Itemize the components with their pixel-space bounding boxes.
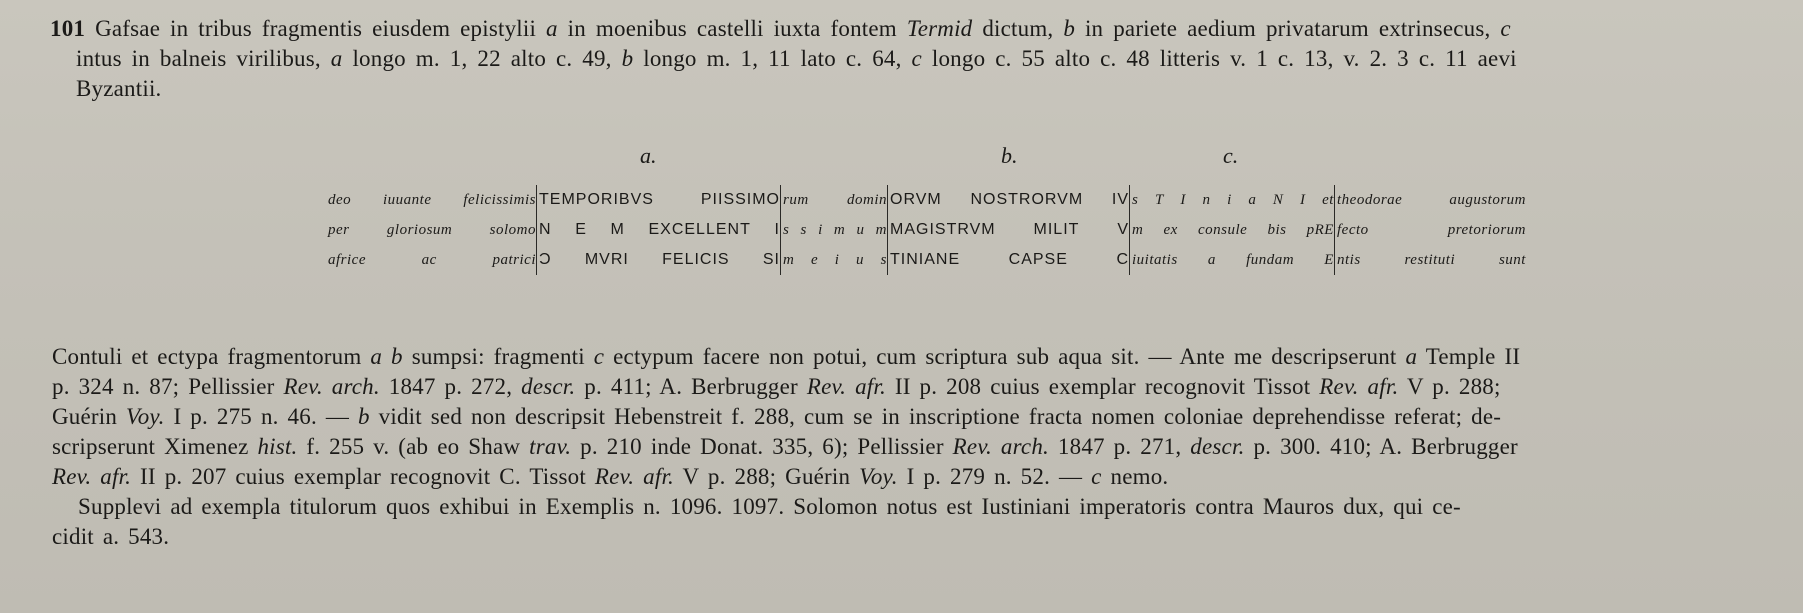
text-run: Gafsae in tribus fragmentis eiusdem epistylii bbox=[95, 16, 547, 41]
italic-run: b bbox=[1063, 16, 1076, 41]
text-run: Supplevi ad exempla titulorum quos exhibui in Exemplis n. 1096. 1097. Solomon notus est Iustiniani imperatoris contra Mauros dux, qui ce- bbox=[78, 494, 1461, 519]
inscription-block bbox=[328, 185, 1528, 275]
italic-run: b bbox=[358, 404, 370, 429]
fragment-b-segment: ORVM NOSTRORVM IV bbox=[887, 185, 1129, 215]
text-run: f. 255 v. (ab eo Shaw bbox=[297, 434, 530, 459]
italic-run: c bbox=[593, 344, 605, 369]
commentary-line-1 bbox=[52, 342, 1770, 372]
text-run: intus in balneis virilibus, bbox=[76, 46, 331, 71]
text-run: p. 324 n. 87; Pellissier bbox=[52, 374, 284, 399]
text-run: Temple II bbox=[1417, 344, 1521, 369]
italic-run: a b bbox=[370, 344, 403, 369]
italic-run: c bbox=[1500, 16, 1511, 41]
fragment-c-segment: m ex consule bis pRE bbox=[1129, 215, 1334, 245]
italic-run: hist. bbox=[257, 434, 298, 459]
italic-run: Rev. arch. bbox=[283, 374, 380, 399]
commentary-line-7 bbox=[52, 522, 1770, 552]
italic-run: a bbox=[546, 16, 558, 41]
text-run: cidit a. 543. bbox=[52, 524, 170, 549]
fragment-label-b: b. bbox=[1001, 143, 1018, 168]
italic-run: a bbox=[330, 46, 343, 71]
text-run: V p. 288; Guérin bbox=[674, 464, 860, 489]
text-run: 1847 p. 272, bbox=[379, 374, 522, 399]
commentary-line-2 bbox=[52, 372, 1770, 402]
text-run: nemo. bbox=[1101, 464, 1169, 489]
fragment-a-segment: N E M EXCELLENT I bbox=[536, 215, 780, 245]
italic-run: c bbox=[1091, 464, 1102, 489]
text-run: scripserunt Ximenez bbox=[52, 434, 258, 459]
text-run: dictum, bbox=[972, 16, 1064, 41]
text-run: Byzantii. bbox=[76, 76, 162, 101]
text-run: sumpsi: fragmenti bbox=[402, 344, 594, 369]
italic-run: Termid bbox=[906, 16, 973, 41]
entry-line-1 bbox=[50, 14, 1770, 44]
text-run: longo m. 1, 22 alto c. 49, bbox=[342, 46, 622, 71]
fragment-c-segment: s T I n i a N I et bbox=[1129, 185, 1334, 215]
entry-header bbox=[50, 14, 1770, 104]
text-run: V p. 288; bbox=[1398, 374, 1501, 399]
italic-run: descr. bbox=[1190, 434, 1245, 459]
supplement-segment: theodorae augustorum bbox=[1334, 185, 1526, 215]
text-run: p. 210 inde Donat. 335, 6); Pellissier bbox=[571, 434, 953, 459]
text-run: I p. 275 n. 46. — bbox=[164, 404, 358, 429]
fragment-a-segment: TEMPORIBVS PIISSIMO bbox=[536, 185, 780, 215]
italic-run: Voy. bbox=[859, 464, 898, 489]
commentary-block bbox=[52, 342, 1770, 552]
italic-run: Rev. afr. bbox=[594, 464, 675, 489]
entry-number: 101 bbox=[50, 16, 86, 41]
fragment-b-segment: TINIANE CAPSE C bbox=[887, 245, 1129, 275]
fragment-c-segment: iuitatis a fundam E bbox=[1129, 245, 1334, 275]
italic-run: trav. bbox=[529, 434, 572, 459]
text-run: Contuli et ectypa fragmentorum bbox=[52, 344, 371, 369]
italic-run: Voy. bbox=[126, 404, 165, 429]
entry-line-3 bbox=[50, 74, 1770, 104]
italic-run: c bbox=[911, 46, 922, 71]
fragment-b-segment: MAGISTRVM MILIT V bbox=[887, 215, 1129, 245]
italic-run: a bbox=[1405, 344, 1418, 369]
italic-run: b bbox=[621, 46, 634, 71]
italic-run: Rev. afr. bbox=[1319, 374, 1399, 399]
inscription-row-3 bbox=[328, 245, 1528, 275]
inscription-row-2 bbox=[328, 215, 1528, 245]
text-run: p. 411; A. Berbrugger bbox=[575, 374, 807, 399]
entry-line-2 bbox=[50, 44, 1770, 74]
supplement-segment: africe ac patrici bbox=[328, 251, 536, 268]
italic-run: Rev. afr. bbox=[52, 464, 132, 489]
text-run: 1847 p. 271, bbox=[1048, 434, 1191, 459]
supplement-segment: per gloriosum solomo bbox=[328, 221, 536, 238]
text-run: II p. 208 cuius exemplar recognovit Tissot bbox=[885, 374, 1320, 399]
fragment-label-c: c. bbox=[1223, 143, 1239, 168]
supplement-segment: rum domin bbox=[780, 185, 887, 215]
supplement-segment: ntis restituti sunt bbox=[1334, 245, 1526, 275]
supplement-segment: fecto pretoriorum bbox=[1334, 215, 1526, 245]
text-run: in moenibus castelli iuxta fontem bbox=[557, 16, 907, 41]
text-run: in pariete aedium privatarum extrinsecus, bbox=[1075, 16, 1501, 41]
text-run: p. 300. 410; A. Berbrugger bbox=[1244, 434, 1518, 459]
supplement-segment: s s i m u m bbox=[780, 215, 887, 245]
supplement-segment: m e i u s bbox=[780, 245, 887, 275]
inscription-row-1 bbox=[328, 185, 1528, 215]
commentary-line-5 bbox=[52, 462, 1770, 492]
text-run: Guérin bbox=[52, 404, 127, 429]
text-run: ectypum facere non potui, cum scriptura sub aqua sit. — Ante me descripserunt bbox=[604, 344, 1406, 369]
text-run: I p. 279 n. 52. — bbox=[897, 464, 1092, 489]
text-run: longo m. 1, 11 lato c. 64, bbox=[633, 46, 912, 71]
text-run: longo c. 55 alto c. 48 litteris v. 1 c. 13, v. 2. 3 c. 11 aevi bbox=[921, 46, 1517, 71]
commentary-line-6 bbox=[52, 492, 1770, 522]
italic-run: Rev. arch. bbox=[952, 434, 1049, 459]
fragment-a-segment: Ɔ MVRI FELICIS SI bbox=[536, 245, 780, 275]
italic-run: descr. bbox=[521, 374, 576, 399]
commentary-line-3 bbox=[52, 402, 1770, 432]
commentary-line-4 bbox=[52, 432, 1770, 462]
fragment-label-a: a. bbox=[640, 143, 657, 168]
italic-run: Rev. afr. bbox=[806, 374, 886, 399]
text-run: II p. 207 cuius exemplar recognovit C. Tissot bbox=[131, 464, 595, 489]
text-run: vidit sed non descripsit Hebenstreit f. 288, cum se in inscriptione fracta nomen coloniae deprehendisse referat; de- bbox=[369, 404, 1502, 429]
supplement-segment: deo iuuante felicissimis bbox=[328, 191, 536, 208]
